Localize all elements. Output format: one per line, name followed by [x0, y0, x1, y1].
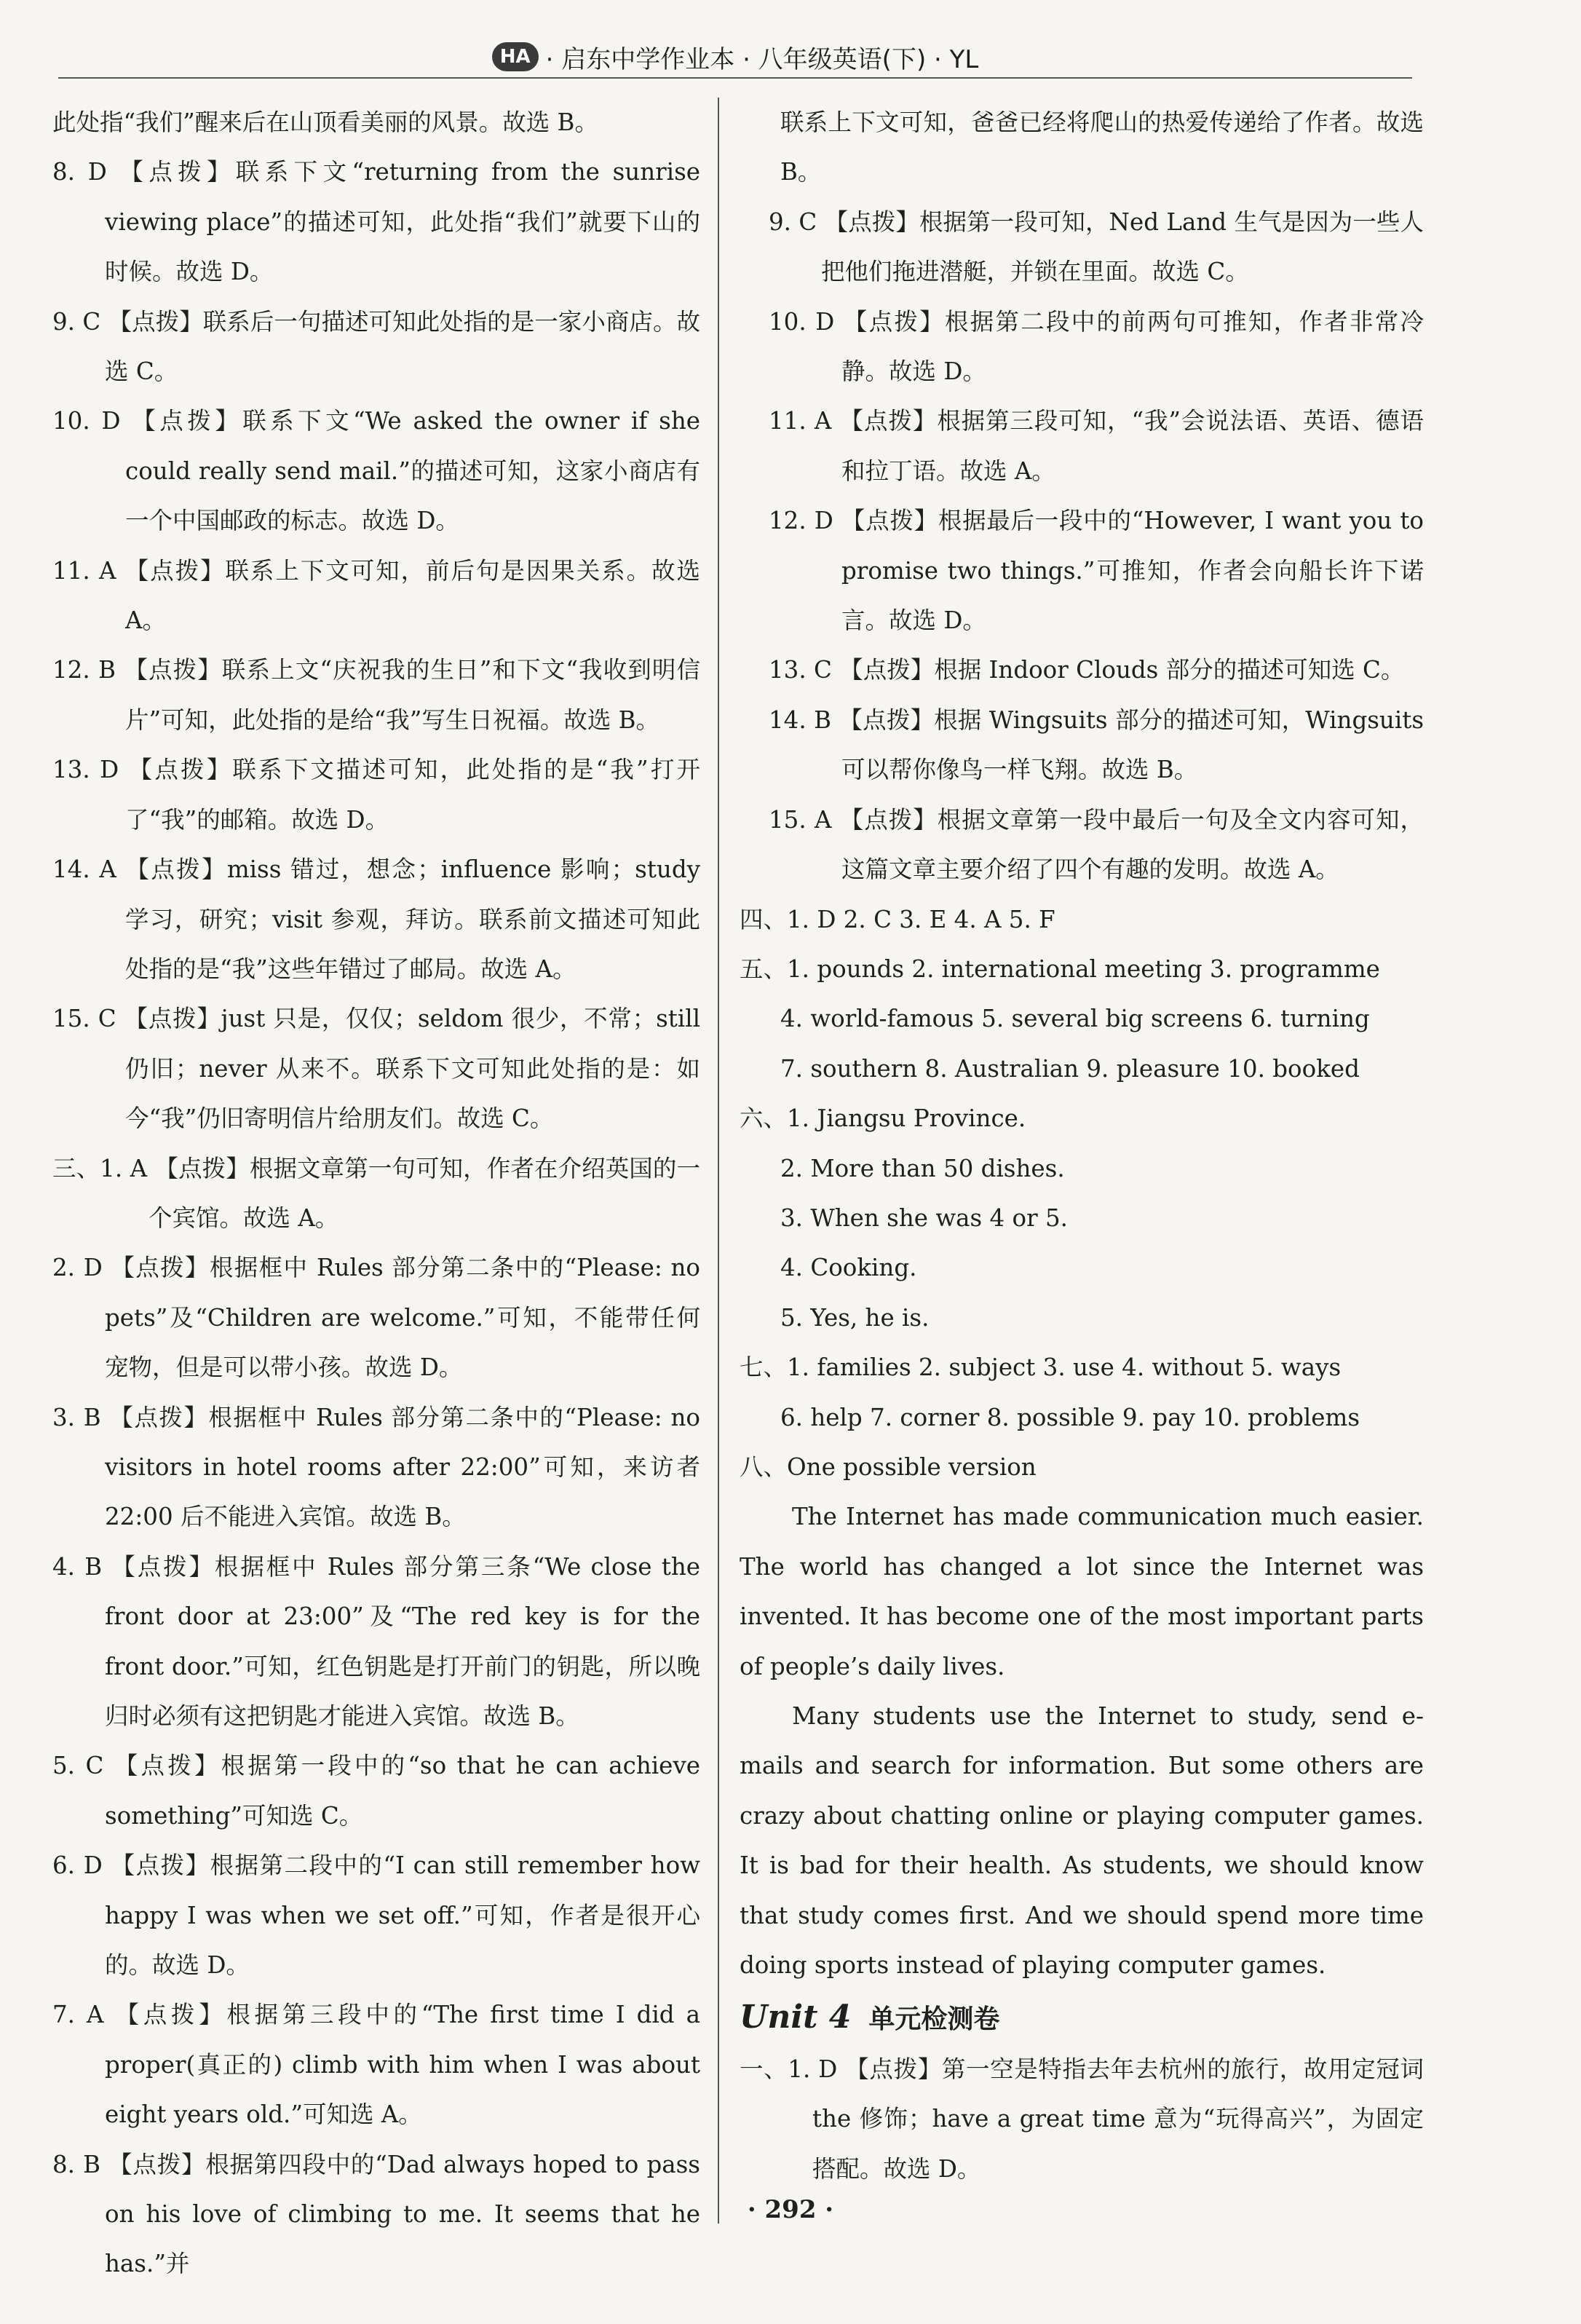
answer-item: 11. A 【点拨】联系上下文可知，前后句是因果关系。故选 A。 — [52, 556, 700, 635]
unit-heading — [740, 1993, 1424, 2044]
answer-item: 13. C 【点拨】根据 Indoor Clouds 部分的描述可知选 C。 — [769, 656, 1405, 684]
answer-item: 4. B 【点拨】根据框中 Rules 部分第三条“We close the front door at 23:00”及“The red key is for the front door.”可知，红色钥匙是打开前门的钥匙，所以晚归时必须有这把钥匙才能进入宾馆。故选 B。 — [52, 1552, 700, 1730]
answer-item: 12. D 【点拨】根据最后一段中的“However, I want you to promise two things.”可推知，作者会向船长许下诺言。故选 D。 — [769, 507, 1424, 635]
answer-item: 9. C 【点拨】根据第一段可知，Ned Land 生气是因为一些人把他们拖进潜艇，并锁在里面。故选 C。 — [769, 208, 1424, 286]
answer-item: 5. C 【点拨】根据第一段中的“so that he can achieve something”可知选 C。 — [52, 1752, 700, 1830]
answer-line: 此处指“我们”醒来后在山顶看美丽的风景。故选 B。 — [52, 108, 598, 136]
essay-paragraph: The Internet has made communication much easier. The world has changed a lot since the Internet was invented. It has become one of the most important parts of people’s daily lives. — [740, 1503, 1424, 1680]
answer-line: 2. More than 50 dishes. — [780, 1154, 1065, 1182]
answer-item: 7. A 【点拨】根据第三段中的“The first time I did a proper(真正的) climb with him when I was about eight years old.”可知选 A。 — [52, 2001, 700, 2129]
unit-subtitle: 单元检测卷 — [868, 2004, 1000, 2035]
essay-paragraph: Many students use the Internet to study, send e-mails and search for information. But some others are crazy about chatting online or playing computer games. It is bad for their health. As students, we should know that study comes first. And we should spend more time doing sports instead of playing computer games. — [740, 1702, 1424, 1980]
answer-item: 8. B 【点拨】根据第四段中的“Dad always hoped to pass on his love of climbing to me. It seems that he has.”并 — [52, 2150, 700, 2278]
right-column — [740, 98, 1424, 2194]
ha-badge: HA — [492, 42, 539, 71]
unit-title: Unit 4 — [740, 1999, 852, 2036]
answer-item: 11. A 【点拨】根据第三段可知，“我”会说法语、英语、德语和拉丁语。故选 A。 — [769, 407, 1424, 485]
answer-section-8: 八、One possible version — [740, 1452, 1037, 1481]
page-number: · 292 · — [747, 2195, 834, 2224]
answer-item: 2. D 【点拨】根据框中 Rules 部分第二条中的“Please: no pets”及“Children are welcome.”可知，不能带任何宠物，但是可以带小孩。故选 D。 — [52, 1254, 700, 1382]
answer-line: 4. world-famous 5. several big screens 6. turning — [780, 1005, 1370, 1033]
answer-line: 5. Yes, he is. — [780, 1303, 930, 1332]
answer-item: 6. D 【点拨】根据第二段中的“I can still remember how happy I was when we set off.”可知，作者是很开心的。故选 D。 — [52, 1851, 700, 1980]
left-column — [52, 98, 700, 2289]
answer-section-5: 五、1. pounds 2. international meeting 3. programme — [740, 954, 1380, 983]
answer-item: 12. B 【点拨】联系上文“庆祝我的生日”和下文“我收到明信片”可知，此处指的是给“我”写生日祝福。故选 B。 — [52, 656, 700, 734]
header-title: · 启东中学作业本 · 八年级英语(下) · YL — [545, 44, 979, 74]
answer-item: 15. C 【点拨】just 只是，仅仅；seldom 很少，不常；still 仍旧；never 从来不。联系下文可知此处指的是：如今“我”仍旧寄明信片给朋友们。故选 C。 — [52, 1005, 700, 1133]
answer-item: 9. C 【点拨】联系后一句描述可知此处指的是一家小商店。故选 C。 — [52, 307, 700, 386]
answer-item: 14. A 【点拨】miss 错过，想念；influence 影响；study 学习，研究；visit 参观，拜访。联系前文描述可知此处指的是“我”这些年错过了邮局。故选 A。 — [52, 855, 700, 983]
answer-item: 13. D 【点拨】联系下文描述可知，此处指的是“我”打开了“我”的邮箱。故选 D。 — [52, 756, 700, 834]
answer-item: 15. A 【点拨】根据文章第一段中最后一句及全文内容可知，这篇文章主要介绍了四个有趣的发明。故选 A。 — [769, 805, 1424, 884]
answer-item: 10. D 【点拨】联系下文“We asked the owner if she could really send mail.”的描述可知，这家小商店有一个中国邮政的标志。故选 D。 — [52, 407, 700, 535]
answer-line: 7. southern 8. Australian 9. pleasure 10. booked — [780, 1054, 1360, 1083]
answer-section-7: 七、1. families 2. subject 3. use 4. without 5. ways — [740, 1353, 1342, 1382]
answer-item: 14. B 【点拨】根据 Wingsuits 部分的描述可知，Wingsuits 可以帮你像鸟一样飞翔。故选 B。 — [769, 706, 1424, 784]
answer-section-1: 一、1. D 【点拨】第一空是特指去年去杭州的旅行，故用定冠词 the 修饰；have a great time 意为“玩得高兴”，为固定搭配。故选 D。 — [740, 2055, 1424, 2183]
answer-item: 10. D 【点拨】根据第二段中的前两句可推知，作者非常冷静。故选 D。 — [769, 307, 1424, 386]
column-divider — [718, 98, 719, 2224]
answer-line: 4. Cooking. — [780, 1254, 917, 1282]
answer-line: 6. help 7. corner 8. possible 9. pay 10. problems — [780, 1403, 1360, 1431]
answer-section-4: 四、1. D 2. C 3. E 4. A 5. F — [740, 905, 1055, 933]
answer-line: 3. When she was 4 or 5. — [780, 1204, 1068, 1232]
answer-section-3: 三、1. A 【点拨】根据文章第一句可知，作者在介绍英国的一个宾馆。故选 A。 — [52, 1154, 700, 1232]
answer-item: 8. D 【点拨】联系下文“returning from the sunrise viewing place”的描述可知，此处指“我们”就要下山的时候。故选 D。 — [52, 158, 700, 286]
page-header — [58, 36, 1412, 79]
answer-section-6: 六、1. Jiangsu Province. — [740, 1104, 1026, 1133]
answer-line: 联系上下文可知，爸爸已经将爬山的热爱传递给了作者。故选 B。 — [780, 108, 1424, 186]
answer-item: 3. B 【点拨】根据框中 Rules 部分第二条中的“Please: no visitors in hotel rooms after 22:00”可知，来访者 22:00 后不能进入宾馆。故选 B。 — [52, 1403, 700, 1531]
